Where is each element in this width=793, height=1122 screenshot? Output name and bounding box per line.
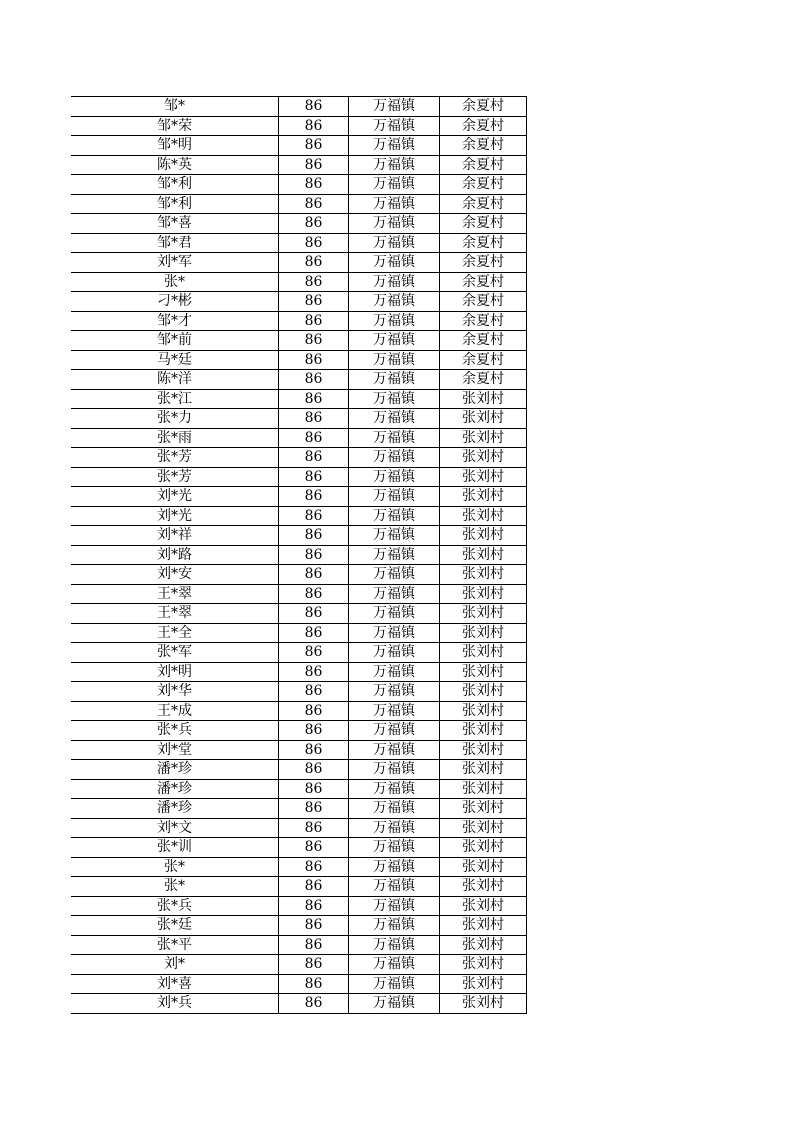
number-cell: 86	[279, 136, 349, 156]
town-cell: 万福镇	[349, 799, 440, 819]
name-cell: 张*芳	[71, 467, 279, 487]
table-row	[71, 701, 527, 721]
village-cell: 余夏村	[440, 116, 527, 136]
name-cell: 张*力	[71, 409, 279, 429]
town-cell: 万福镇	[349, 565, 440, 585]
number-cell: 86	[279, 253, 349, 273]
village-cell: 张刘村	[440, 545, 527, 565]
village-cell: 张刘村	[440, 662, 527, 682]
table-row	[71, 682, 527, 702]
number-cell: 86	[279, 799, 349, 819]
village-cell: 张刘村	[440, 604, 527, 624]
table-row	[71, 565, 527, 585]
table-row	[71, 584, 527, 604]
name-cell: 张*军	[71, 643, 279, 663]
number-cell: 86	[279, 701, 349, 721]
name-cell: 张*廷	[71, 916, 279, 936]
table-row	[71, 350, 527, 370]
village-cell: 张刘村	[440, 740, 527, 760]
number-cell: 86	[279, 97, 349, 117]
village-cell: 余夏村	[440, 175, 527, 195]
town-cell: 万福镇	[349, 97, 440, 117]
village-cell: 张刘村	[440, 409, 527, 429]
name-cell: 刘*军	[71, 253, 279, 273]
number-cell: 86	[279, 331, 349, 351]
town-cell: 万福镇	[349, 643, 440, 663]
name-cell: 张*训	[71, 838, 279, 858]
number-cell: 86	[279, 838, 349, 858]
table-row	[71, 779, 527, 799]
number-cell: 86	[279, 545, 349, 565]
town-cell: 万福镇	[349, 877, 440, 897]
town-cell: 万福镇	[349, 623, 440, 643]
town-cell: 万福镇	[349, 409, 440, 429]
number-cell: 86	[279, 818, 349, 838]
village-cell: 张刘村	[440, 701, 527, 721]
village-cell: 张刘村	[440, 818, 527, 838]
town-cell: 万福镇	[349, 779, 440, 799]
table-row	[71, 662, 527, 682]
table-row	[71, 838, 527, 858]
number-cell: 86	[279, 643, 349, 663]
number-cell: 86	[279, 292, 349, 312]
name-cell: 刘*路	[71, 545, 279, 565]
number-cell: 86	[279, 526, 349, 546]
village-cell: 张刘村	[440, 935, 527, 955]
town-cell: 万福镇	[349, 487, 440, 507]
name-cell: 刘*祥	[71, 526, 279, 546]
town-cell: 万福镇	[349, 662, 440, 682]
town-cell: 万福镇	[349, 857, 440, 877]
name-cell: 陈*英	[71, 155, 279, 175]
name-cell: 马*廷	[71, 350, 279, 370]
name-cell: 邹*利	[71, 175, 279, 195]
number-cell: 86	[279, 506, 349, 526]
town-cell: 万福镇	[349, 955, 440, 975]
name-cell: 刘*明	[71, 662, 279, 682]
name-cell: 张*平	[71, 935, 279, 955]
number-cell: 86	[279, 760, 349, 780]
table-row	[71, 214, 527, 234]
number-cell: 86	[279, 389, 349, 409]
village-cell: 张刘村	[440, 994, 527, 1014]
village-cell: 余夏村	[440, 97, 527, 117]
table-body	[71, 97, 527, 1014]
name-cell: 潘*珍	[71, 799, 279, 819]
town-cell: 万福镇	[349, 838, 440, 858]
name-cell: 刘*兵	[71, 994, 279, 1014]
town-cell: 万福镇	[349, 935, 440, 955]
table-row	[71, 994, 527, 1014]
name-cell: 邹*荣	[71, 116, 279, 136]
village-cell: 张刘村	[440, 916, 527, 936]
number-cell: 86	[279, 604, 349, 624]
village-cell: 张刘村	[440, 643, 527, 663]
town-cell: 万福镇	[349, 428, 440, 448]
village-cell: 张刘村	[440, 799, 527, 819]
village-cell: 张刘村	[440, 955, 527, 975]
name-cell: 张*雨	[71, 428, 279, 448]
table-row	[71, 916, 527, 936]
name-cell: 潘*珍	[71, 779, 279, 799]
name-cell: 刘*安	[71, 565, 279, 585]
number-cell: 86	[279, 487, 349, 507]
table-row	[71, 896, 527, 916]
number-cell: 86	[279, 623, 349, 643]
name-cell: 潘*珍	[71, 760, 279, 780]
town-cell: 万福镇	[349, 311, 440, 331]
village-cell: 张刘村	[440, 760, 527, 780]
table-row	[71, 721, 527, 741]
town-cell: 万福镇	[349, 682, 440, 702]
table-row	[71, 253, 527, 273]
table-row	[71, 506, 527, 526]
name-cell: 刘*华	[71, 682, 279, 702]
number-cell: 86	[279, 584, 349, 604]
village-cell: 张刘村	[440, 467, 527, 487]
number-cell: 86	[279, 409, 349, 429]
number-cell: 86	[279, 350, 349, 370]
number-cell: 86	[279, 175, 349, 195]
table-row	[71, 311, 527, 331]
table-row	[71, 428, 527, 448]
table-row	[71, 467, 527, 487]
name-cell: 刘*文	[71, 818, 279, 838]
table-row	[71, 175, 527, 195]
town-cell: 万福镇	[349, 760, 440, 780]
town-cell: 万福镇	[349, 331, 440, 351]
number-cell: 86	[279, 662, 349, 682]
town-cell: 万福镇	[349, 214, 440, 234]
number-cell: 86	[279, 370, 349, 390]
number-cell: 86	[279, 877, 349, 897]
number-cell: 86	[279, 214, 349, 234]
table-row	[71, 877, 527, 897]
name-cell: 刁*彬	[71, 292, 279, 312]
number-cell: 86	[279, 955, 349, 975]
number-cell: 86	[279, 428, 349, 448]
village-cell: 张刘村	[440, 857, 527, 877]
name-cell: 邹*	[71, 97, 279, 117]
name-cell: 王*翠	[71, 584, 279, 604]
village-cell: 余夏村	[440, 214, 527, 234]
name-cell: 邹*明	[71, 136, 279, 156]
name-cell: 邹*前	[71, 331, 279, 351]
village-cell: 张刘村	[440, 487, 527, 507]
number-cell: 86	[279, 311, 349, 331]
table-row	[71, 448, 527, 468]
table-row	[71, 857, 527, 877]
table-row	[71, 623, 527, 643]
village-cell: 张刘村	[440, 974, 527, 994]
name-cell: 邹*才	[71, 311, 279, 331]
number-cell: 86	[279, 467, 349, 487]
name-cell: 陈*洋	[71, 370, 279, 390]
name-cell: 张*兵	[71, 721, 279, 741]
village-cell: 余夏村	[440, 233, 527, 253]
village-cell: 张刘村	[440, 623, 527, 643]
town-cell: 万福镇	[349, 194, 440, 214]
table-row	[71, 545, 527, 565]
town-cell: 万福镇	[349, 448, 440, 468]
town-cell: 万福镇	[349, 175, 440, 195]
table-row	[71, 526, 527, 546]
town-cell: 万福镇	[349, 721, 440, 741]
number-cell: 86	[279, 565, 349, 585]
table-row	[71, 136, 527, 156]
town-cell: 万福镇	[349, 604, 440, 624]
village-cell: 张刘村	[440, 779, 527, 799]
table-row	[71, 370, 527, 390]
village-cell: 张刘村	[440, 877, 527, 897]
town-cell: 万福镇	[349, 233, 440, 253]
town-cell: 万福镇	[349, 545, 440, 565]
village-cell: 余夏村	[440, 292, 527, 312]
town-cell: 万福镇	[349, 136, 440, 156]
table-row	[71, 409, 527, 429]
number-cell: 86	[279, 155, 349, 175]
table-row	[71, 116, 527, 136]
name-cell: 王*全	[71, 623, 279, 643]
name-cell: 刘*光	[71, 506, 279, 526]
village-cell: 余夏村	[440, 136, 527, 156]
data-table	[71, 96, 527, 1014]
name-cell: 邹*利	[71, 194, 279, 214]
village-cell: 张刘村	[440, 428, 527, 448]
town-cell: 万福镇	[349, 506, 440, 526]
number-cell: 86	[279, 857, 349, 877]
number-cell: 86	[279, 233, 349, 253]
village-cell: 张刘村	[440, 682, 527, 702]
village-cell: 张刘村	[440, 506, 527, 526]
table-row	[71, 292, 527, 312]
name-cell: 张*	[71, 857, 279, 877]
number-cell: 86	[279, 194, 349, 214]
number-cell: 86	[279, 682, 349, 702]
number-cell: 86	[279, 935, 349, 955]
village-cell: 余夏村	[440, 350, 527, 370]
village-cell: 张刘村	[440, 838, 527, 858]
name-cell: 邹*君	[71, 233, 279, 253]
town-cell: 万福镇	[349, 916, 440, 936]
town-cell: 万福镇	[349, 740, 440, 760]
village-cell: 张刘村	[440, 448, 527, 468]
number-cell: 86	[279, 779, 349, 799]
name-cell: 刘*	[71, 955, 279, 975]
village-cell: 余夏村	[440, 370, 527, 390]
village-cell: 张刘村	[440, 565, 527, 585]
town-cell: 万福镇	[349, 292, 440, 312]
village-cell: 余夏村	[440, 311, 527, 331]
name-cell: 王*成	[71, 701, 279, 721]
name-cell: 刘*堂	[71, 740, 279, 760]
town-cell: 万福镇	[349, 155, 440, 175]
town-cell: 万福镇	[349, 701, 440, 721]
table-row	[71, 799, 527, 819]
town-cell: 万福镇	[349, 116, 440, 136]
village-cell: 余夏村	[440, 253, 527, 273]
name-cell: 张*	[71, 877, 279, 897]
town-cell: 万福镇	[349, 370, 440, 390]
name-cell: 邹*喜	[71, 214, 279, 234]
table-row	[71, 760, 527, 780]
name-cell: 张*江	[71, 389, 279, 409]
name-cell: 张*	[71, 272, 279, 292]
number-cell: 86	[279, 721, 349, 741]
table-row	[71, 155, 527, 175]
table-row	[71, 604, 527, 624]
town-cell: 万福镇	[349, 994, 440, 1014]
table-row	[71, 818, 527, 838]
village-cell: 余夏村	[440, 272, 527, 292]
town-cell: 万福镇	[349, 974, 440, 994]
table-row	[71, 974, 527, 994]
table-row	[71, 389, 527, 409]
number-cell: 86	[279, 272, 349, 292]
number-cell: 86	[279, 974, 349, 994]
table-row	[71, 233, 527, 253]
name-cell: 张*芳	[71, 448, 279, 468]
village-cell: 余夏村	[440, 155, 527, 175]
town-cell: 万福镇	[349, 467, 440, 487]
table-row	[71, 643, 527, 663]
village-cell: 张刘村	[440, 721, 527, 741]
town-cell: 万福镇	[349, 389, 440, 409]
village-cell: 张刘村	[440, 896, 527, 916]
number-cell: 86	[279, 896, 349, 916]
town-cell: 万福镇	[349, 272, 440, 292]
table-row	[71, 194, 527, 214]
village-cell: 张刘村	[440, 584, 527, 604]
table-row	[71, 97, 527, 117]
name-cell: 刘*喜	[71, 974, 279, 994]
town-cell: 万福镇	[349, 896, 440, 916]
number-cell: 86	[279, 994, 349, 1014]
number-cell: 86	[279, 116, 349, 136]
table-row	[71, 331, 527, 351]
name-cell: 刘*光	[71, 487, 279, 507]
village-cell: 余夏村	[440, 194, 527, 214]
table-row	[71, 740, 527, 760]
number-cell: 86	[279, 740, 349, 760]
name-cell: 张*兵	[71, 896, 279, 916]
name-cell: 王*翠	[71, 604, 279, 624]
village-cell: 张刘村	[440, 389, 527, 409]
town-cell: 万福镇	[349, 584, 440, 604]
town-cell: 万福镇	[349, 818, 440, 838]
town-cell: 万福镇	[349, 526, 440, 546]
village-cell: 张刘村	[440, 526, 527, 546]
table-row	[71, 487, 527, 507]
number-cell: 86	[279, 916, 349, 936]
town-cell: 万福镇	[349, 350, 440, 370]
table-row	[71, 955, 527, 975]
table-row	[71, 935, 527, 955]
town-cell: 万福镇	[349, 253, 440, 273]
village-cell: 余夏村	[440, 331, 527, 351]
number-cell: 86	[279, 448, 349, 468]
table-row	[71, 272, 527, 292]
